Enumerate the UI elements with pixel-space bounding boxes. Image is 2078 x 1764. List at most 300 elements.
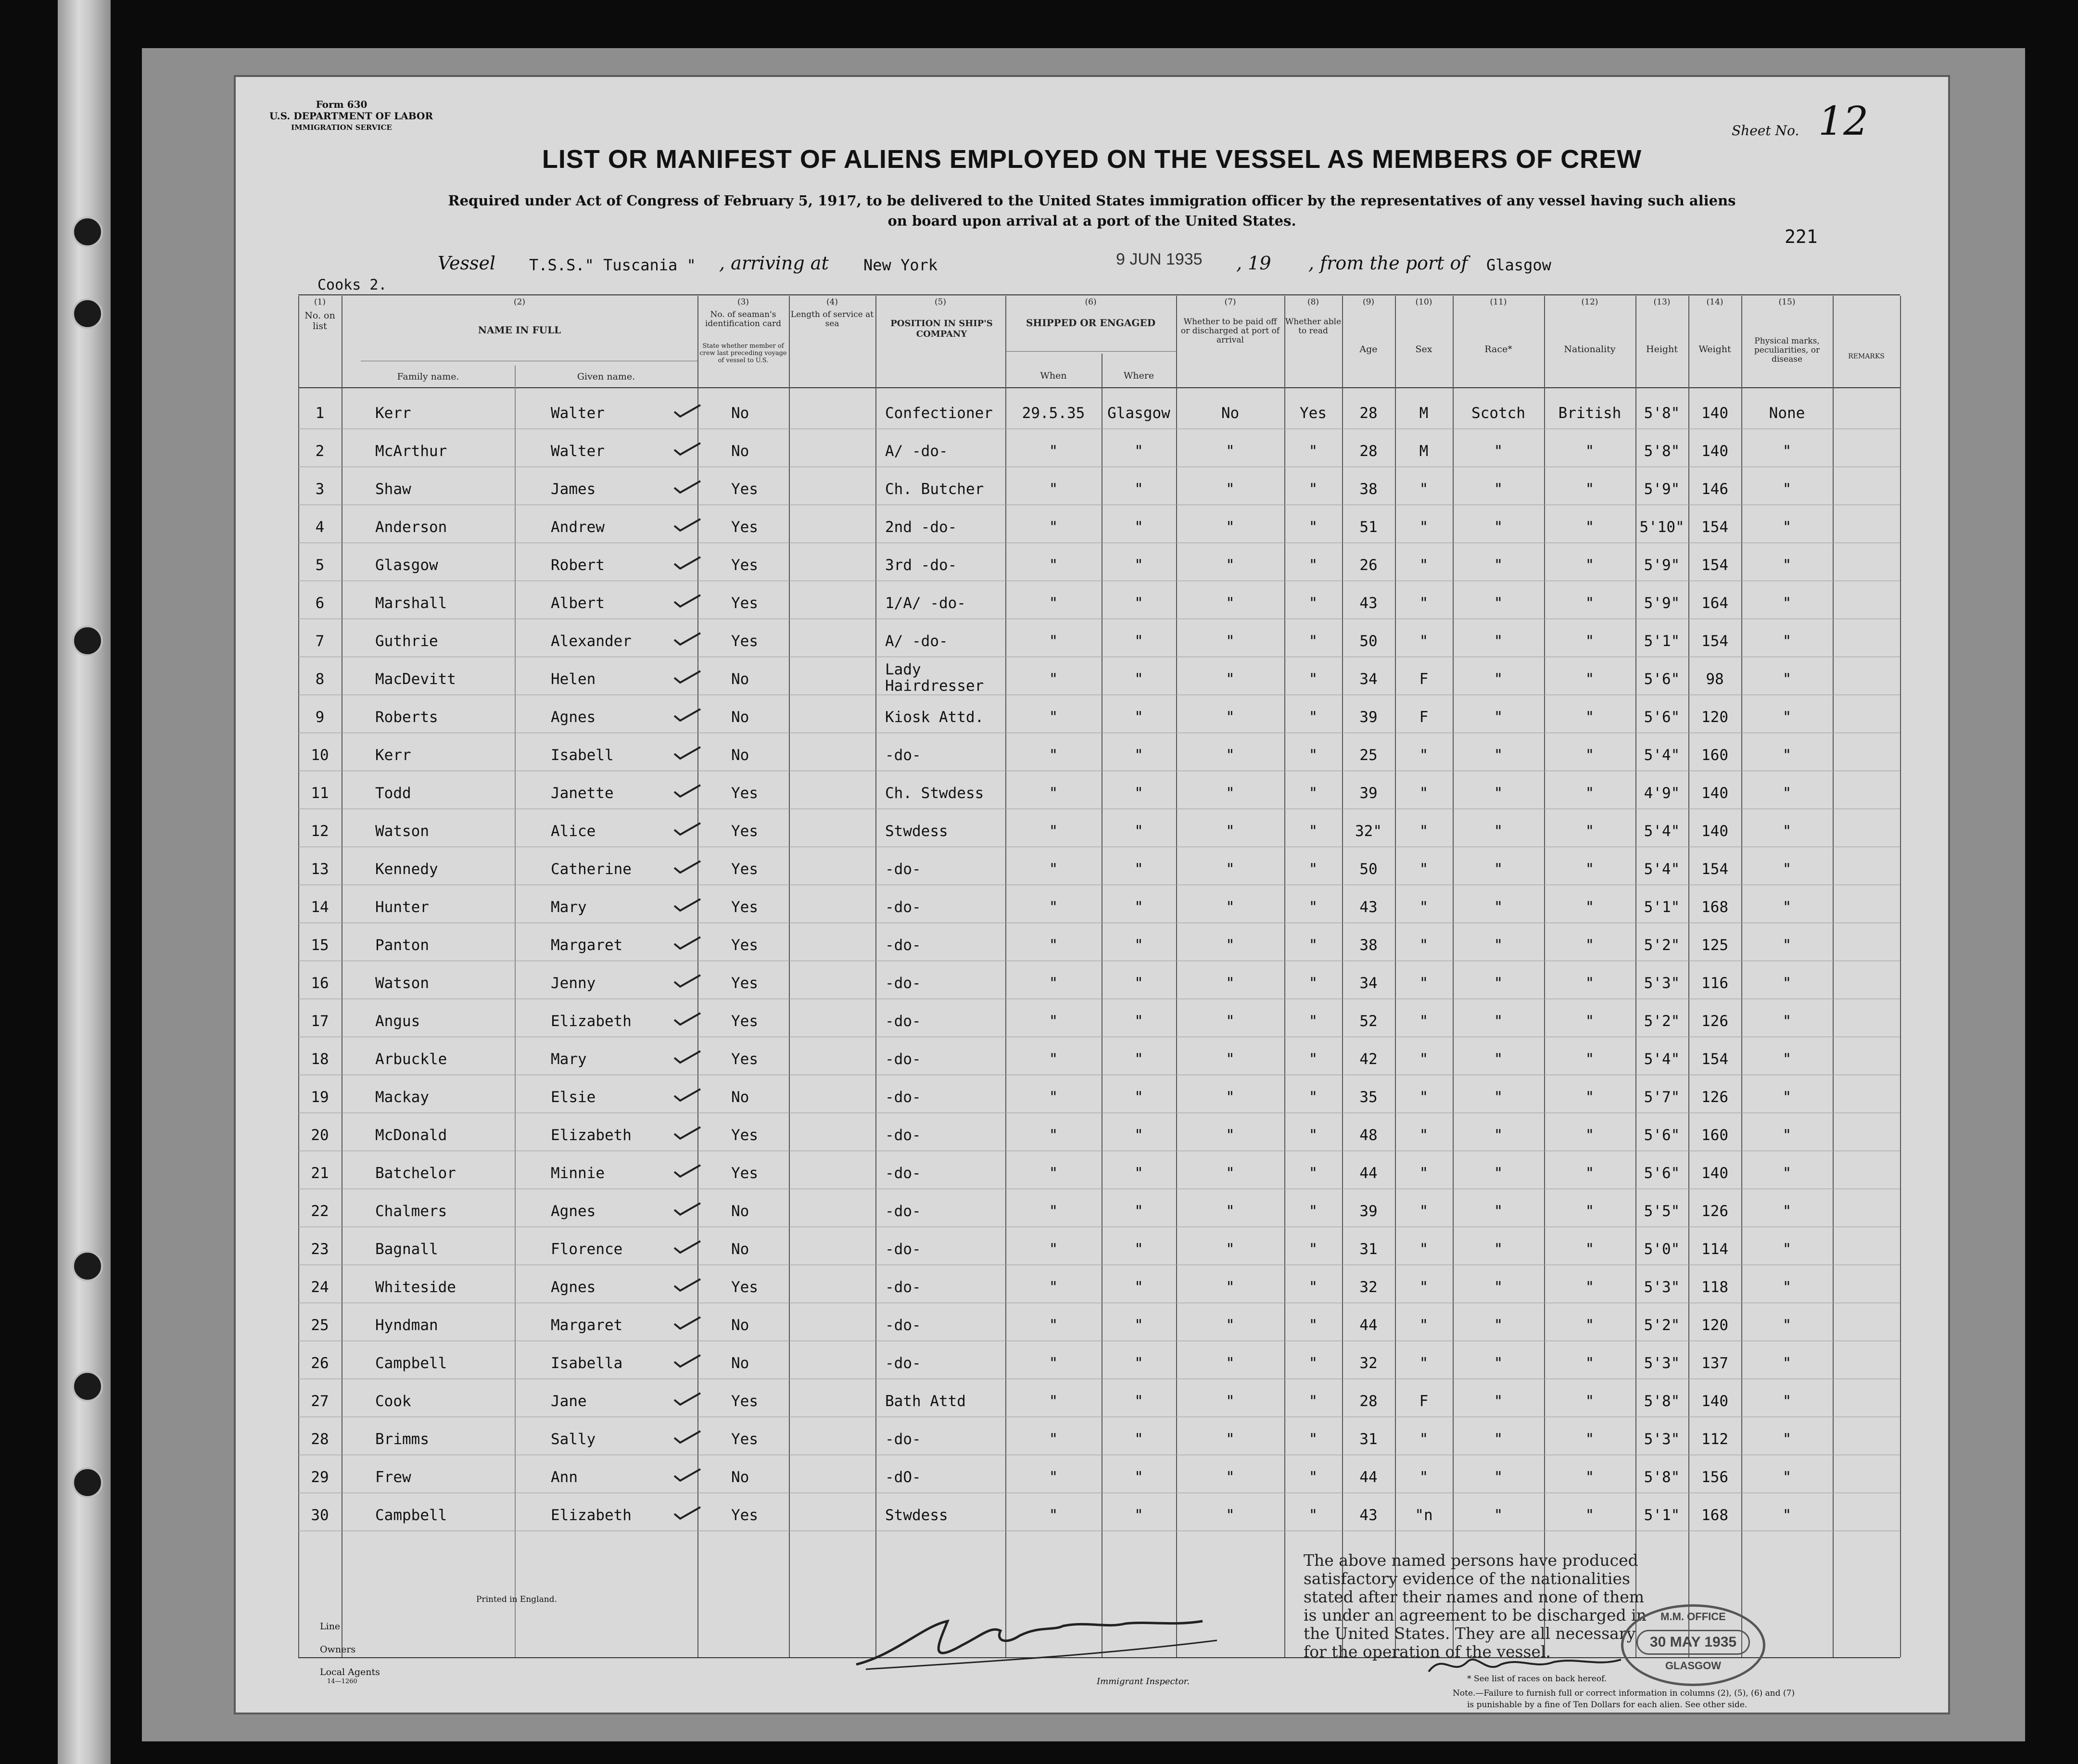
previous-voyage: Yes	[731, 1393, 758, 1410]
form-number: Form 630	[316, 99, 367, 110]
weight: 126	[1701, 1203, 1728, 1220]
family-name: Batchelor	[375, 1165, 456, 1182]
paid-off: "	[1226, 1241, 1235, 1258]
able-to-read: "	[1308, 975, 1318, 992]
paid-off: "	[1226, 1317, 1235, 1334]
previous-voyage: Yes	[731, 785, 758, 802]
col-header-nationality: Nationality	[1564, 344, 1616, 355]
checkmark-icon	[672, 1011, 702, 1026]
sex: F	[1419, 671, 1429, 688]
row-number: 5	[315, 557, 325, 574]
from-label: , from the port of	[1308, 253, 1468, 274]
row-number: 20	[311, 1127, 329, 1144]
row-number: 2	[315, 443, 325, 460]
sex: F	[1419, 1393, 1429, 1410]
age: 32	[1359, 1355, 1378, 1372]
checkmark-icon	[672, 403, 702, 418]
physical-marks: None	[1769, 405, 1805, 422]
nationality: "	[1585, 1089, 1595, 1106]
paid-off: "	[1226, 1203, 1235, 1220]
paid-off: "	[1226, 1469, 1235, 1486]
office-stamp	[1621, 1604, 1765, 1686]
shipped-where: "	[1134, 823, 1143, 840]
previous-voyage: Yes	[731, 1279, 758, 1296]
given-name: Florence	[551, 1241, 623, 1258]
sex: "	[1419, 785, 1429, 802]
race: "	[1494, 1051, 1503, 1068]
age: 43	[1359, 595, 1378, 612]
race: "	[1494, 1013, 1503, 1030]
nationality: "	[1585, 1431, 1595, 1448]
height: 5'9"	[1644, 595, 1680, 612]
physical-marks: "	[1782, 1165, 1792, 1182]
given-name: Elsie	[551, 1089, 596, 1106]
row-number: 21	[311, 1165, 329, 1182]
age: 38	[1359, 481, 1378, 498]
shipped-when: "	[1049, 1507, 1058, 1524]
nationality: "	[1585, 633, 1595, 650]
shipped-where: "	[1134, 1317, 1143, 1334]
given-name: Agnes	[551, 1279, 596, 1296]
height: 5'2"	[1644, 1317, 1680, 1334]
given-name: Agnes	[551, 1203, 596, 1220]
given-name: Albert	[551, 595, 605, 612]
physical-marks: "	[1782, 633, 1792, 650]
height: 5'1"	[1644, 899, 1680, 916]
family-name: Campbell	[375, 1355, 447, 1372]
checkmark-icon	[672, 1049, 702, 1064]
physical-marks: "	[1782, 1013, 1792, 1030]
shipped-where: "	[1134, 1393, 1143, 1410]
race: "	[1494, 633, 1503, 650]
age: 44	[1359, 1317, 1378, 1334]
sex: "	[1419, 519, 1429, 536]
race: "	[1494, 937, 1503, 954]
weight: 118	[1701, 1279, 1728, 1296]
year-label: , 19	[1236, 253, 1271, 274]
physical-marks: "	[1782, 1241, 1792, 1258]
shipped-when: "	[1049, 1317, 1058, 1334]
col-num: (4)	[826, 297, 838, 307]
shipped-when: "	[1049, 633, 1058, 650]
given-name: James	[551, 481, 596, 498]
age: 48	[1359, 1127, 1378, 1144]
able-to-read: "	[1308, 557, 1318, 574]
age: 34	[1359, 671, 1378, 688]
paid-off: No	[1221, 405, 1240, 422]
row-number: 4	[315, 519, 325, 536]
previous-voyage: No	[731, 747, 749, 764]
able-to-read: "	[1308, 1127, 1318, 1144]
race: "	[1494, 823, 1503, 840]
row-number: 17	[311, 1013, 329, 1030]
weight: 140	[1701, 785, 1728, 802]
shipped-when: "	[1049, 443, 1058, 460]
declaration-line: The above named persons have produced	[1304, 1551, 1638, 1570]
height: 5'3"	[1644, 1355, 1680, 1372]
paid-off: "	[1226, 1089, 1235, 1106]
sex: "	[1419, 975, 1429, 992]
manifest-sheet	[236, 77, 1948, 1713]
paid-off: "	[1226, 1051, 1235, 1068]
shipped-where: "	[1134, 557, 1143, 574]
nationality: "	[1585, 937, 1595, 954]
sex: "	[1419, 595, 1429, 612]
shipped-where: "	[1134, 861, 1143, 878]
shipped-when: "	[1049, 595, 1058, 612]
row-number: 9	[315, 709, 325, 726]
inspector-signature	[837, 1607, 1231, 1679]
age: 44	[1359, 1165, 1378, 1182]
position: Kiosk Attd.	[885, 709, 984, 726]
age: 26	[1359, 557, 1378, 574]
col-num: (8)	[1307, 297, 1319, 307]
col-num: (10)	[1415, 297, 1432, 307]
height: 5'3"	[1644, 1279, 1680, 1296]
declaration-line: stated after their names and none of them	[1304, 1587, 1645, 1606]
shipped-when: "	[1049, 1051, 1058, 1068]
checkmark-icon	[672, 1087, 702, 1102]
subtitle-line2: on board upon arrival at a port of the United States.	[887, 213, 1296, 229]
position: -do-	[885, 1241, 921, 1258]
age: 35	[1359, 1089, 1378, 1106]
family-name: Whiteside	[375, 1279, 456, 1296]
previous-voyage: Yes	[731, 1507, 758, 1524]
paid-off: "	[1226, 1431, 1235, 1448]
able-to-read: "	[1308, 1051, 1318, 1068]
checkmark-icon	[672, 1353, 702, 1368]
family-name: Roberts	[375, 709, 438, 726]
row-number: 3	[315, 481, 325, 498]
binder-strip	[58, 0, 111, 1764]
weight: 126	[1701, 1013, 1728, 1030]
physical-marks: "	[1782, 1127, 1792, 1144]
physical-marks: "	[1782, 1051, 1792, 1068]
position: Ch. Stwdess	[885, 785, 984, 802]
inspector-label: Immigrant Inspector.	[1097, 1676, 1190, 1687]
position: Stwdess	[885, 823, 948, 840]
shipped-where: "	[1134, 481, 1143, 498]
position: A/ -do-	[885, 633, 948, 650]
vessel-label: Vessel	[438, 253, 496, 274]
shipped-when: "	[1049, 1127, 1058, 1144]
physical-marks: "	[1782, 823, 1792, 840]
race: "	[1494, 519, 1503, 536]
position: Ch. Butcher	[885, 481, 984, 498]
shipped-when: "	[1049, 481, 1058, 498]
paid-off: "	[1226, 861, 1235, 878]
position: A/ -do-	[885, 443, 948, 460]
from-port: Glasgow	[1486, 256, 1551, 274]
race: "	[1494, 1203, 1503, 1220]
checkmark-icon	[672, 783, 702, 798]
paid-off: "	[1226, 519, 1235, 536]
row-number: 6	[315, 595, 325, 612]
able-to-read: "	[1308, 937, 1318, 954]
weight: 154	[1701, 861, 1728, 878]
shipped-when: "	[1049, 671, 1058, 688]
family-name: MacDevitt	[375, 671, 456, 688]
previous-voyage: Yes	[731, 481, 758, 498]
previous-voyage: Yes	[731, 937, 758, 954]
race: "	[1494, 595, 1503, 612]
shipped-where: "	[1134, 671, 1143, 688]
given-name: Walter	[551, 443, 605, 460]
checkmark-icon	[672, 1239, 702, 1254]
given-name: Sally	[551, 1431, 596, 1448]
col-header-paid-off: Whether to be paid off or discharged at port of arrival	[1180, 317, 1280, 345]
table-header-rule	[298, 387, 1900, 388]
shipped-when: "	[1049, 823, 1058, 840]
race: "	[1494, 709, 1503, 726]
declaration-text	[1304, 1551, 1647, 1661]
checkmark-icon	[672, 821, 702, 836]
sex: "	[1419, 1279, 1429, 1296]
family-name: Guthrie	[375, 633, 438, 650]
weight: 160	[1701, 747, 1728, 764]
page-number: 221	[1785, 226, 1818, 247]
position: -do-	[885, 861, 921, 878]
able-to-read: "	[1308, 899, 1318, 916]
sex: "	[1419, 747, 1429, 764]
previous-voyage: Yes	[731, 975, 758, 992]
weight: 140	[1701, 405, 1728, 422]
previous-voyage: Yes	[731, 1051, 758, 1068]
shipped-when: "	[1049, 1241, 1058, 1258]
height: 5'3"	[1644, 1431, 1680, 1448]
weight: 114	[1701, 1241, 1728, 1258]
family-name: Kennedy	[375, 861, 438, 878]
position: -do-	[885, 1165, 921, 1182]
col-header-id-note: State whether member of crew last preceding voyage of vessel to U.S.	[699, 343, 787, 364]
sex: "	[1419, 481, 1429, 498]
previous-voyage: No	[731, 405, 749, 422]
position: -do-	[885, 1279, 921, 1296]
age: 43	[1359, 899, 1378, 916]
given-name: Margaret	[551, 937, 623, 954]
previous-voyage: Yes	[731, 519, 758, 536]
col-header-race: Race*	[1484, 344, 1512, 355]
height: 5'6"	[1644, 671, 1680, 688]
race: "	[1494, 1317, 1503, 1334]
sheet-group: Cooks 2.	[317, 277, 387, 293]
height: 5'4"	[1644, 747, 1680, 764]
family-name: Panton	[375, 937, 429, 954]
row-number: 24	[311, 1279, 329, 1296]
age: 25	[1359, 747, 1378, 764]
weight: 154	[1701, 519, 1728, 536]
age: 39	[1359, 1203, 1378, 1220]
shipped-when: "	[1049, 785, 1058, 802]
column-rule	[875, 296, 876, 1657]
weight: 120	[1701, 1317, 1728, 1334]
sex: "	[1419, 1127, 1429, 1144]
given-name: Andrew	[551, 519, 605, 536]
shipped-where: "	[1134, 937, 1143, 954]
shipped-when: "	[1049, 557, 1058, 574]
paid-off: "	[1226, 1127, 1235, 1144]
sex: "	[1419, 1469, 1429, 1486]
binder-hole	[72, 298, 103, 329]
age: 52	[1359, 1013, 1378, 1030]
nationality: "	[1585, 557, 1595, 574]
col-num: (1)	[314, 297, 326, 307]
nationality: "	[1585, 1279, 1595, 1296]
able-to-read: "	[1308, 1203, 1318, 1220]
nationality: "	[1585, 443, 1595, 460]
paid-off: "	[1226, 443, 1235, 460]
table-top-rule	[298, 294, 1900, 295]
shipped-where: "	[1134, 595, 1143, 612]
shipped-where: "	[1134, 1431, 1143, 1448]
given-name: Isabella	[551, 1355, 623, 1372]
arriving-label: , arriving at	[719, 253, 829, 274]
stamp-date: 30 MAY 1935	[1636, 1630, 1750, 1655]
sex: "	[1419, 1241, 1429, 1258]
col-header-height: Height	[1646, 344, 1678, 355]
col-num: (7)	[1224, 297, 1236, 307]
paid-off: "	[1226, 899, 1235, 916]
race: "	[1494, 481, 1503, 498]
previous-voyage: No	[731, 1241, 749, 1258]
nationality: "	[1585, 1469, 1595, 1486]
date-stamp: 9 JUN 1935	[1116, 250, 1203, 268]
physical-marks: "	[1782, 1089, 1792, 1106]
position: -do-	[885, 1013, 921, 1030]
physical-marks: "	[1782, 1469, 1792, 1486]
checkmark-icon	[672, 1315, 702, 1330]
height: 5'6"	[1644, 1127, 1680, 1144]
race: "	[1494, 443, 1503, 460]
nationality: "	[1585, 1317, 1595, 1334]
checkmark-icon	[672, 935, 702, 950]
position: -do-	[885, 1089, 921, 1106]
stamp-bottom-text: GLASGOW	[1665, 1660, 1722, 1672]
able-to-read: "	[1308, 481, 1318, 498]
family-name: Brimms	[375, 1431, 429, 1448]
previous-voyage: No	[731, 671, 749, 688]
shipped-where: "	[1134, 1279, 1143, 1296]
col-num: (11)	[1490, 297, 1507, 307]
nationality: "	[1585, 595, 1595, 612]
row-number: 12	[311, 823, 329, 840]
family-name: Anderson	[375, 519, 447, 536]
race: "	[1494, 1431, 1503, 1448]
shipped-when: "	[1049, 861, 1058, 878]
family-name: Campbell	[375, 1507, 447, 1524]
sex: "	[1419, 899, 1429, 916]
nationality: "	[1585, 519, 1595, 536]
previous-voyage: Yes	[731, 899, 758, 916]
physical-marks: "	[1782, 747, 1792, 764]
able-to-read: "	[1308, 1469, 1318, 1486]
age: 38	[1359, 937, 1378, 954]
race: "	[1494, 1127, 1503, 1144]
family-name: Cook	[375, 1393, 411, 1410]
family-name: Shaw	[375, 481, 411, 498]
checkmark-icon	[672, 593, 702, 608]
sex: F	[1419, 709, 1429, 726]
shipped-where: "	[1134, 1089, 1143, 1106]
race: "	[1494, 1241, 1503, 1258]
nationality: "	[1585, 785, 1595, 802]
given-name: Robert	[551, 557, 605, 574]
physical-marks: "	[1782, 519, 1792, 536]
previous-voyage: Yes	[731, 861, 758, 878]
shipped-where: "	[1134, 1051, 1143, 1068]
height: 5'6"	[1644, 709, 1680, 726]
col-num: (15)	[1778, 297, 1796, 307]
col-num: (12)	[1581, 297, 1598, 307]
able-to-read: "	[1308, 709, 1318, 726]
row-number: 8	[315, 671, 325, 688]
sex: "	[1419, 937, 1429, 954]
family-name: Arbuckle	[375, 1051, 447, 1068]
height: 5'8"	[1644, 405, 1680, 422]
race: "	[1494, 1089, 1503, 1106]
able-to-read: "	[1308, 1165, 1318, 1182]
weight: 140	[1701, 1165, 1728, 1182]
row-number: 30	[311, 1507, 329, 1524]
shipped-when: "	[1049, 1355, 1058, 1372]
nationality: "	[1585, 1203, 1595, 1220]
checkmark-icon	[672, 479, 702, 494]
nationality: "	[1585, 1355, 1595, 1372]
col-num: (6)	[1085, 297, 1097, 307]
line-label: Line	[320, 1621, 341, 1632]
family-name: Todd	[375, 785, 411, 802]
physical-marks: "	[1782, 785, 1792, 802]
declaration-line: the United States. They are all necessary	[1304, 1624, 1636, 1643]
family-name: Glasgow	[375, 557, 438, 574]
agents-code: 14—1260	[327, 1678, 357, 1685]
col-header-no: No. on list	[304, 310, 335, 331]
weight: 126	[1701, 1089, 1728, 1106]
age: 31	[1359, 1431, 1378, 1448]
checkmark-icon	[672, 441, 702, 456]
row-number: 27	[311, 1393, 329, 1410]
race: "	[1494, 1165, 1503, 1182]
checkmark-icon	[672, 1163, 702, 1178]
position: -do-	[885, 1203, 921, 1220]
nationality: "	[1585, 975, 1595, 992]
previous-voyage: No	[731, 709, 749, 726]
able-to-read: "	[1308, 1317, 1318, 1334]
shipped-where: "	[1134, 1127, 1143, 1144]
physical-marks: "	[1782, 709, 1792, 726]
nationality: "	[1585, 1127, 1595, 1144]
family-name: Watson	[375, 823, 429, 840]
family-name: Chalmers	[375, 1203, 447, 1220]
previous-voyage: Yes	[731, 1431, 758, 1448]
paid-off: "	[1226, 937, 1235, 954]
height: 5'8"	[1644, 1393, 1680, 1410]
age: 51	[1359, 519, 1378, 536]
race: "	[1494, 1507, 1503, 1524]
height: 5'0"	[1644, 1241, 1680, 1258]
able-to-read: "	[1308, 1393, 1318, 1410]
sex: "	[1419, 1051, 1429, 1068]
shipped-when: "	[1049, 519, 1058, 536]
given-name: Ann	[551, 1469, 578, 1486]
row-number: 11	[311, 785, 329, 802]
shipped-when: "	[1049, 937, 1058, 954]
row-number: 19	[311, 1089, 329, 1106]
shipped-when: "	[1049, 747, 1058, 764]
previous-voyage: Yes	[731, 823, 758, 840]
col-header-marks: Physical marks, peculiarities, or disease	[1754, 336, 1820, 364]
race: "	[1494, 785, 1503, 802]
